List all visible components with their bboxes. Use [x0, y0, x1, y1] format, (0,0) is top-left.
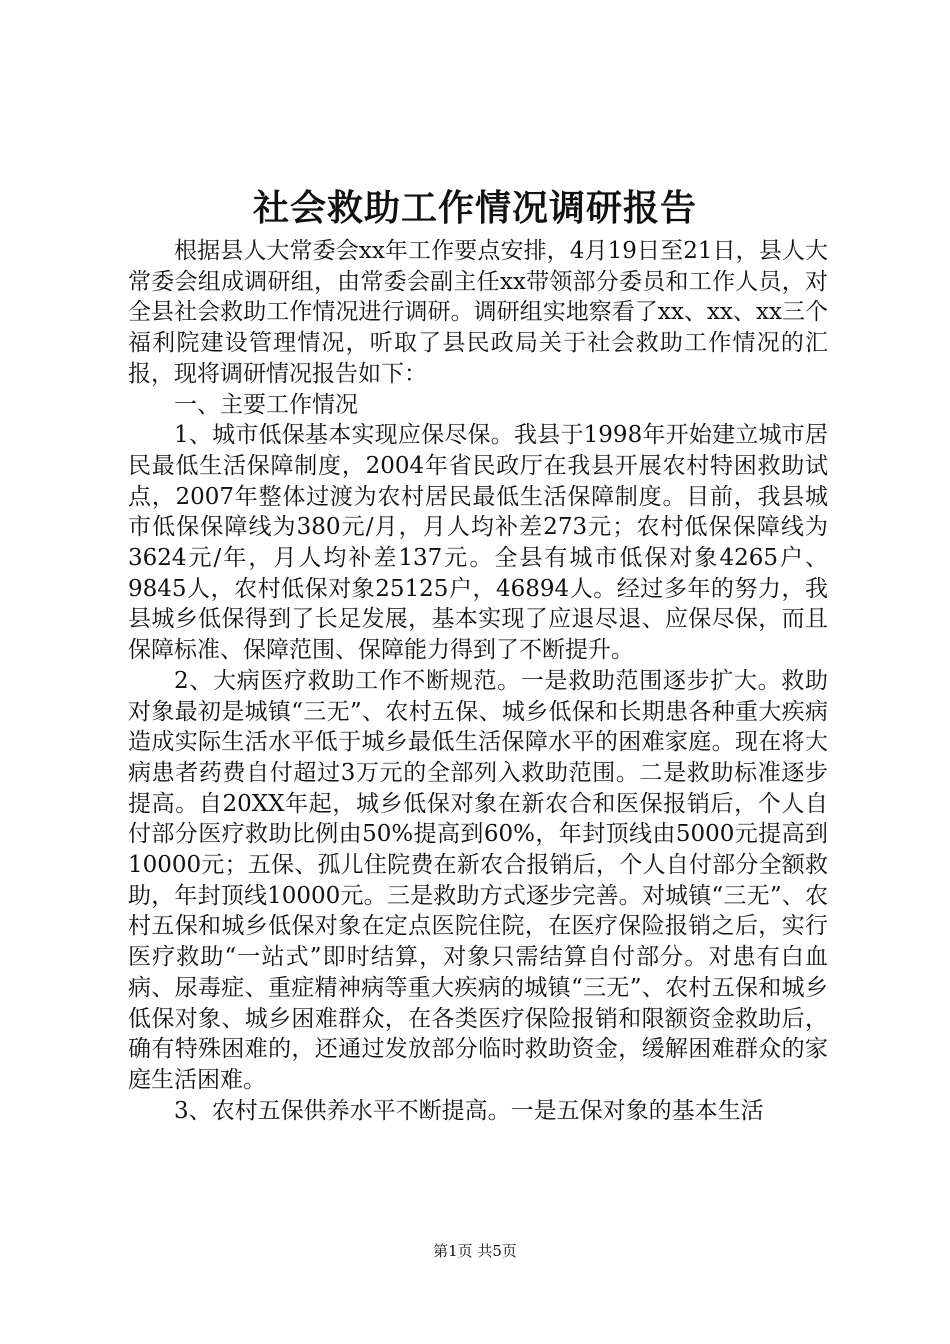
- document-title: 社会救助工作情况调研报告: [252, 187, 697, 229]
- document-body: [128, 236, 828, 1126]
- section-heading: 一、主要工作情况: [174, 391, 358, 418]
- page-footer: 第1页 共5页: [433, 1242, 517, 1260]
- paragraph-item-2: 2、大病医疗救助工作不断规范。一是救助范围逐步扩大。救助对象最初是城镇“三无”、农村五保、城乡低保和长期患各种重大疾病造成实际生活水平低于城乡最低生活保障水平的困难家庭。现在将大病患者药费自付超过3万元的全部列入救助范围。二是救助标准逐步提高。自20XX年起，城乡低保对象在新农合和医保报销后，个人自付部分医疗救助比例由50%提高到60%，年封顶线由5000元提高到10000元；五保、孤儿住院费在新农合报销后，个人自付部分全额救助，年封顶线10000元。三是救助方式逐步完善。对城镇“三无”、农村五保和城乡低保对象在定点医院住院，在医疗保险报销之后，实行医疗救助“一站式”即时结算，对象只需结算自付部分。对患有白血病、尿毒症、重症精神病等重大疾病的城镇“三无”、农村五保和城乡低保对象、城乡困难群众，在各类医疗保险报销和限额资金救助后，确有特殊困难的，还通过发放部分临时救助资金，缓解困难群众的家庭生活困难。: [128, 667, 828, 1093]
- paragraph-item-1: 1、城市低保基本实现应保尽保。我县于1998年开始建立城市居民最低生活保障制度，2004年省民政厅在我县开展农村特困救助试点，2007年整体过渡为农村居民最低生活保障制度。目前，我县城市低保保障线为380元/月，月人均补差273元；农村低保保障线为3624元/年，月人均补差137元。全县有城市低保对象4265户、9845人，农村低保对象25125户，46894人。经过多年的努力，我县城乡低保得到了长足发展，基本实现了应退尽退、应保尽保，而且保障标准、保障范围、保障能力得到了不断提升。: [128, 422, 828, 664]
- paragraph-item-3: 3、农村五保供养水平不断提高。一是五保对象的基本生活: [174, 1097, 764, 1124]
- paragraph-intro: 根据县人大常委会xx年工作要点安排，4月19日至21日，县人大常委会组成调研组，由常委会副主任xx带领部分委员和工作人员，对全县社会救助工作情况进行调研。调研组实地察看了xx、xx、xx三个福利院建设管理情况，听取了县民政局关于社会救助工作情况的汇报，现将调研情况报告如下：: [128, 238, 828, 387]
